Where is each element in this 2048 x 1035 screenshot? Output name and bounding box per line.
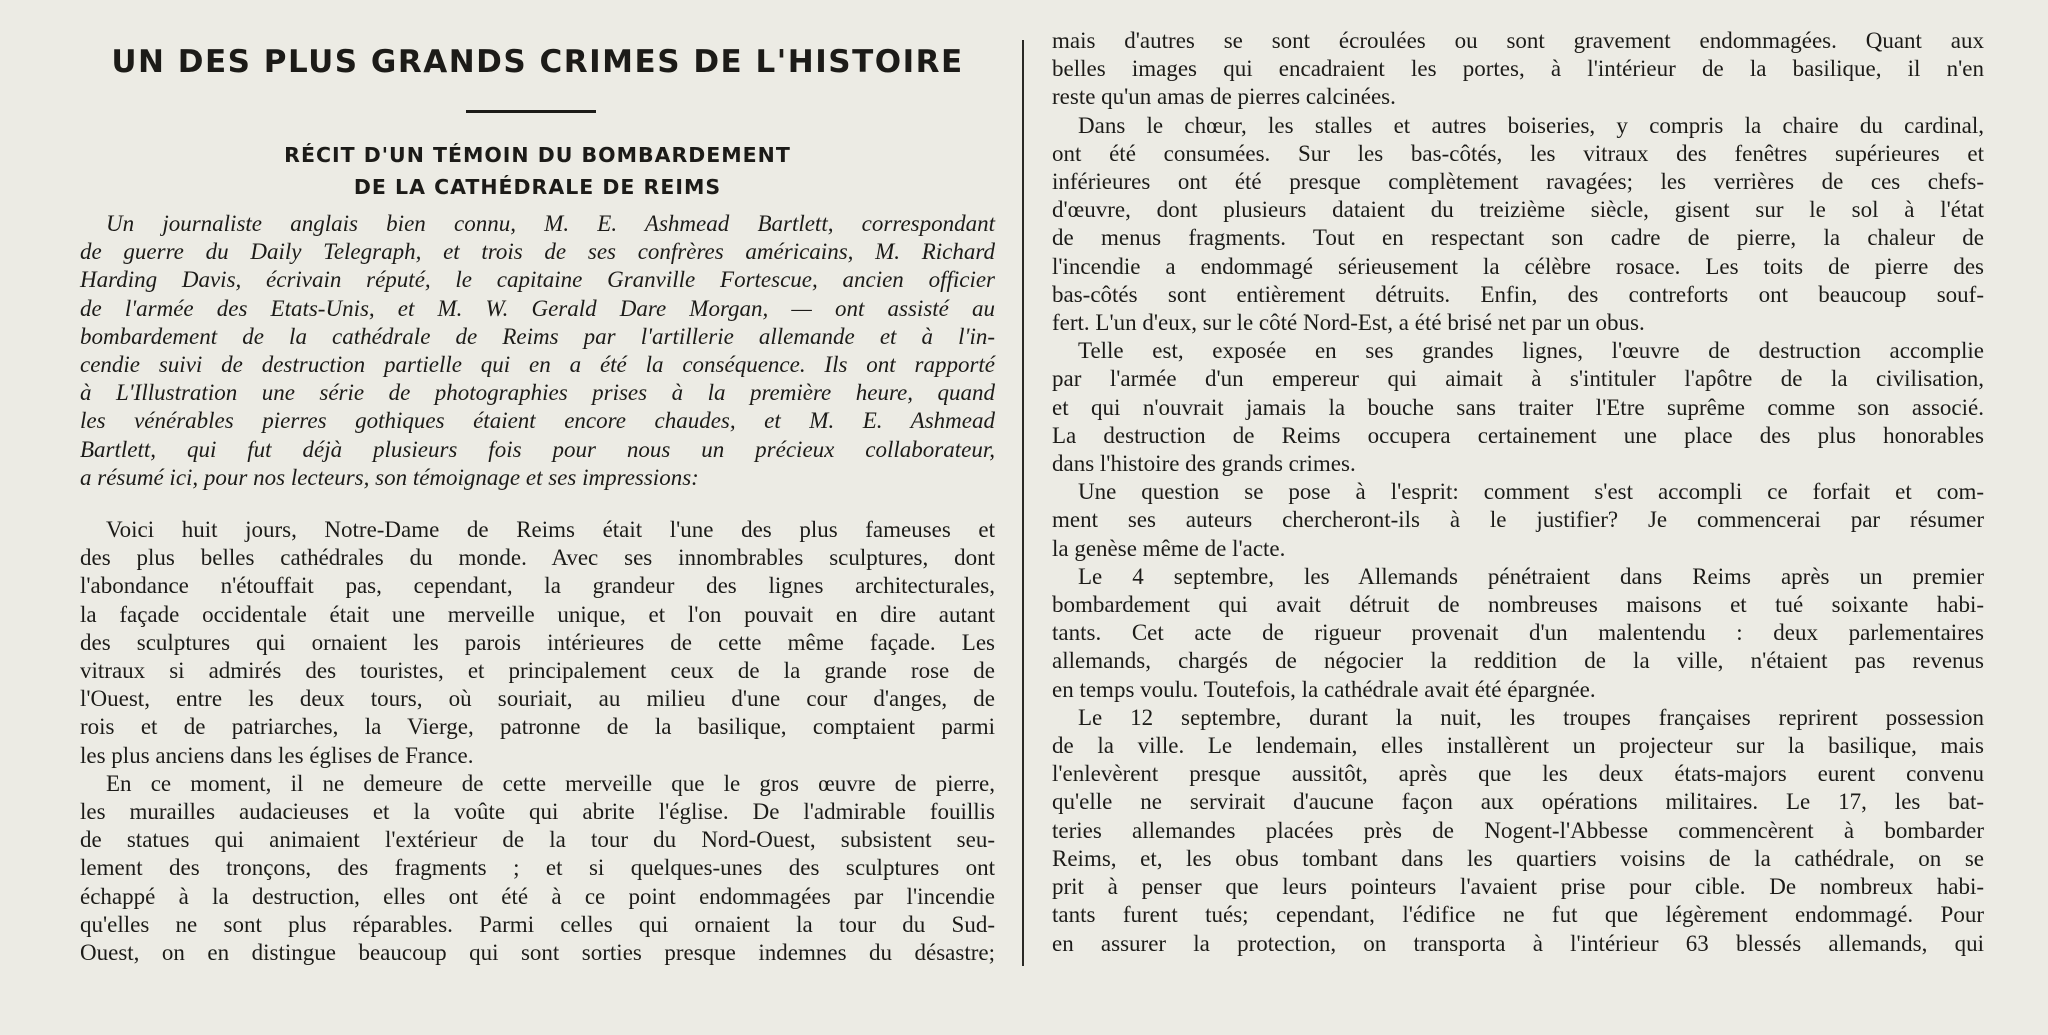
article-subtitle <box>80 139 995 203</box>
right-body-text <box>1052 27 1984 958</box>
body-line: et qui n'ouvrait jamais la bouche sans traiter l'Etre suprême comme son associé. <box>1052 394 1984 420</box>
left-column <box>80 0 995 1035</box>
right-column <box>1052 0 1984 1035</box>
body-line: la façade occidentale était une merveille unique, et l'on pouvait en dire autant <box>80 601 995 627</box>
body-line: inférieures ont été presque complètement ravagées; les verrières de ces chefs- <box>1052 169 1984 195</box>
body-line: de menus fragments. Tout en respectant son cadre de pierre, la chaleur de <box>1052 225 1984 251</box>
body-line: d'œuvre, dont plusieurs dataient du treizième siècle, gisent sur le sol à l'état <box>1052 197 1984 223</box>
article-title: UN DES PLUS GRANDS CRIMES DE L'HISTOIRE <box>111 44 964 80</box>
body-line: Le 4 septembre, les Allemands pénétraient dans Reims après un premier <box>1078 563 1984 589</box>
column-divider-rule <box>1022 40 1024 966</box>
body-line: de la ville. Le lendemain, elles installèrent un projecteur sur la basilique, mais <box>1052 733 1984 759</box>
lead-line: de guerre du Daily Telegraph, et trois de ses confrères américains, M. Richard <box>80 239 995 265</box>
body-line: dans l'histoire des grands crimes. <box>1052 451 1356 477</box>
body-line: par l'armée d'un empereur qui aimait à s'intituler l'apôtre de la civilisation, <box>1052 366 1984 392</box>
body-line: en temps voulu. Toutefois, la cathédrale avait été épargnée. <box>1052 676 1596 702</box>
body-line: l'incendie a endommagé sérieusement la célèbre rosace. Les toits de pierre des <box>1052 253 1984 279</box>
body-line: l'enlevèrent presque aussitôt, après que les deux états-majors eurent convenu <box>1052 761 1984 787</box>
body-line: rois et de patriarches, la Vierge, patronne de la basilique, comptaient parmi <box>80 714 995 740</box>
body-line: mais d'autres se sont écroulées ou sont gravement endommagées. Quant aux <box>1052 28 1984 53</box>
body-line: tants. Cet acte de rigueur provenait d'un malentendu : deux parlementaires <box>1052 620 1984 646</box>
body-line: les murailles audacieuses et la voûte qui abrite l'église. De l'admirable fouillis <box>80 799 995 825</box>
body-line: des sculptures qui ornaient les parois intérieures de cette même façade. Les <box>80 629 995 655</box>
lead-paragraph <box>80 210 995 492</box>
body-line: en assurer la protection, on transporta à l'intérieur 63 blessés allemands, qui <box>1052 930 1984 956</box>
lead-line: Bartlett, qui fut déjà plusieurs fois pour nous un précieux collaborateur, <box>80 436 995 462</box>
lead-line: Un journaliste anglais bien connu, M. E. Ashmead Bartlett, correspondant <box>106 211 995 236</box>
body-line: bombardement qui avait détruit de nombreuses maisons et tué soixante habi- <box>1052 592 1984 618</box>
lead-line: Harding Davis, écrivain réputé, le capitaine Granville Fortescue, ancien officier <box>80 267 995 293</box>
body-line: prit à penser que leurs pointeurs l'avaient prise pour cible. De nombreux habi- <box>1052 874 1984 900</box>
body-line: ment ses auteurs chercheront-ils à le justifier? Je commencerai par résumer <box>1052 507 1984 533</box>
body-line: vitraux si admirés des touristes, et principalement ceux de la grande rose de <box>80 658 995 684</box>
body-line: teries allemandes placées près de Nogent-l'Abbesse commencèrent à bombarder <box>1052 817 1984 843</box>
body-line: les plus anciens dans les églises de France. <box>80 742 474 768</box>
body-line: La destruction de Reims occupera certainement une place des plus honorables <box>1052 422 1984 448</box>
body-line: allemands, chargés de négocier la reddition de la ville, n'étaient pas revenus <box>1052 648 1984 674</box>
body-line: des plus belles cathédrales du monde. Avec ses innombrables sculptures, dont <box>80 545 995 571</box>
body-line: ont été consumées. Sur les bas-côtés, les vitraux des fenêtres supérieures et <box>1052 140 1984 166</box>
body-line: qu'elle ne servirait d'aucune façon aux opérations militaires. Le 17, les bat- <box>1052 789 1984 815</box>
lead-line: à L'Illustration une série de photographies prises à la première heure, quand <box>80 380 995 406</box>
body-line: l'abondance n'étouffait pas, cependant, la grandeur des lignes architecturales, <box>80 573 995 599</box>
lead-line: cendie suivi de destruction partielle qui en a été la conséquence. Ils ont rapporté <box>80 352 995 378</box>
body-line: belles images qui encadraient les portes, à l'intérieur de la basilique, il n'en <box>1052 56 1984 82</box>
body-line: reste qu'un amas de pierres calcinées. <box>1052 84 1396 110</box>
body-line: Dans le chœur, les stalles et autres boiseries, y compris la chaire du cardinal, <box>1078 112 1984 138</box>
body-line: fert. L'un d'eux, sur le côté Nord-Est, a été brisé net par un obus. <box>1052 310 1645 336</box>
body-line: lement des tronçons, des fragments ; et si quelques-unes des sculptures ont <box>80 855 995 881</box>
lead-line: de l'armée des Etats-Unis, et M. W. Gerald Dare Morgan, — ont assisté au <box>80 295 995 321</box>
body-line: En ce moment, il ne demeure de cette merveille que le gros œuvre de pierre, <box>106 770 995 796</box>
body-line: tants furent tués; cependant, l'édifice ne fut que légèrement endommagé. Pour <box>1052 902 1984 928</box>
subtitle-line-2: DE LA CATHÉDRALE DE REIMS <box>353 175 722 199</box>
lead-line: les vénérables pierres gothiques étaient encore chaudes, et M. E. Ashmead <box>80 408 995 434</box>
body-line: Ouest, on en distingue beaucoup qui sont sorties presque indemnes du désastre; <box>80 940 995 966</box>
body-line: Telle est, exposée en ses grandes lignes, l'œuvre de destruction accomplie <box>1078 338 1984 364</box>
body-line: bas-côtés sont entièrement détruits. Enfin, des contreforts ont beaucoup souf- <box>1052 281 1984 307</box>
body-line: Le 12 septembre, durant la nuit, les troupes françaises reprirent possession <box>1078 704 1984 730</box>
body-line: échappé à la destruction, elles ont été à ce point endommagées par l'incendie <box>80 883 995 909</box>
body-line: la genèse même de l'acte. <box>1052 535 1286 561</box>
body-line: Voici huit jours, Notre-Dame de Reims était l'une des plus fameuses et <box>106 517 995 542</box>
lead-line: bombardement de la cathédrale de Reims par l'artillerie allemande et à l'in- <box>80 323 995 349</box>
body-line: Reims, et, les obus tombant dans les quartiers voisins de la cathédrale, on se <box>1052 845 1984 871</box>
body-line: qu'elles ne sont plus réparables. Parmi celles qui ornaient la tour du Sud- <box>80 911 995 937</box>
body-line: Une question se pose à l'esprit: comment s'est accompli ce forfait et com- <box>1078 479 1984 505</box>
left-body-text <box>80 516 995 967</box>
lead-line: a résumé ici, pour nos lecteurs, son témoignage et ses impressions: <box>80 464 699 490</box>
subtitle-line-1: RÉCIT D'UN TÉMOIN DU BOMBARDEMENT <box>284 143 791 167</box>
body-line: l'Ouest, entre les deux tours, où souriait, au milieu d'une cour d'anges, de <box>80 686 995 712</box>
body-line: de statues qui animaient l'extérieur de la tour du Nord-Ouest, subsistent seu- <box>80 827 995 853</box>
title-underline-rule <box>466 110 596 113</box>
